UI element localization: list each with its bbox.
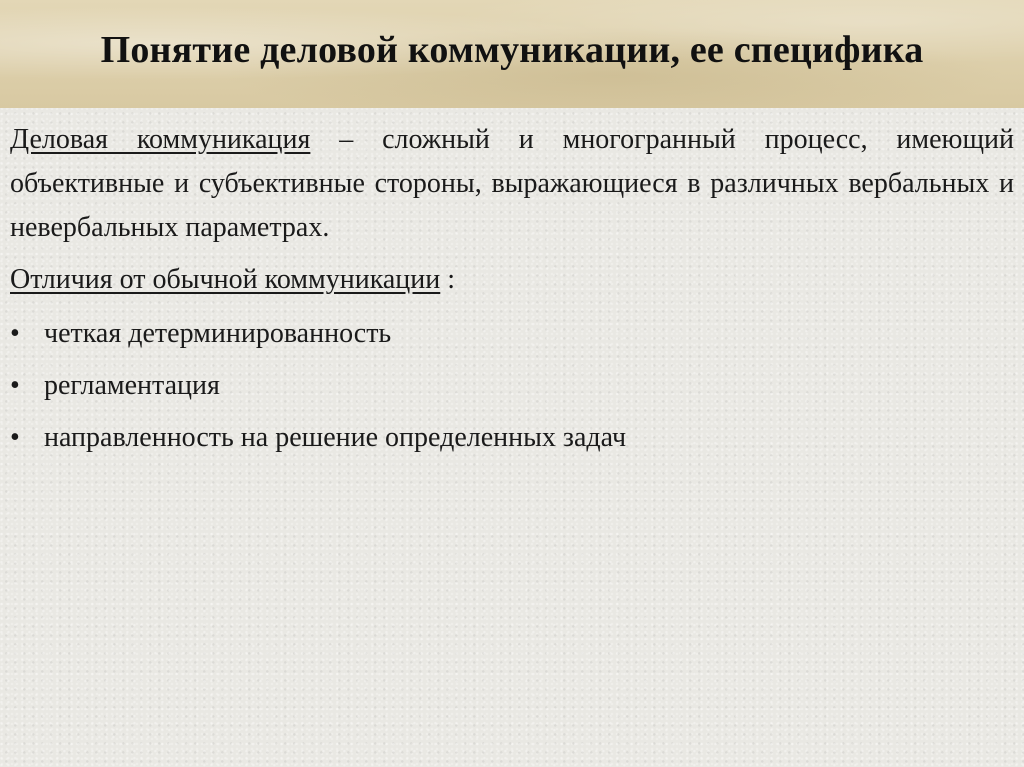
definition-paragraph: [10, 118, 1014, 250]
bullet-icon: •: [10, 422, 20, 453]
differences-list: [10, 308, 1014, 464]
list-item-text: направленность на решение определенных задач: [44, 422, 627, 453]
slide-body: [10, 118, 1014, 464]
list-item: [10, 308, 1014, 360]
differences-heading-suffix: :: [440, 264, 456, 295]
title-banner: [0, 0, 1024, 108]
slide-title: Понятие деловой коммуникации, ее специфика: [100, 29, 924, 71]
bullet-icon: •: [10, 318, 20, 349]
list-item: [10, 412, 1014, 464]
list-item-text: регламентация: [44, 370, 220, 401]
list-item: [10, 360, 1014, 412]
differences-heading: Отличия от обычной коммуникации: [10, 264, 441, 295]
differences-heading-line: [10, 258, 1014, 302]
list-item-text: четкая детерминированность: [44, 318, 392, 349]
bullet-icon: •: [10, 370, 20, 401]
definition-term: Деловая коммуникация: [10, 124, 311, 155]
definition-text: – сложный и многогранный процесс, имеющий объективные и субъективные стороны, выражающиеся в различных вербальных и невербальных параметрах.: [10, 124, 1015, 243]
